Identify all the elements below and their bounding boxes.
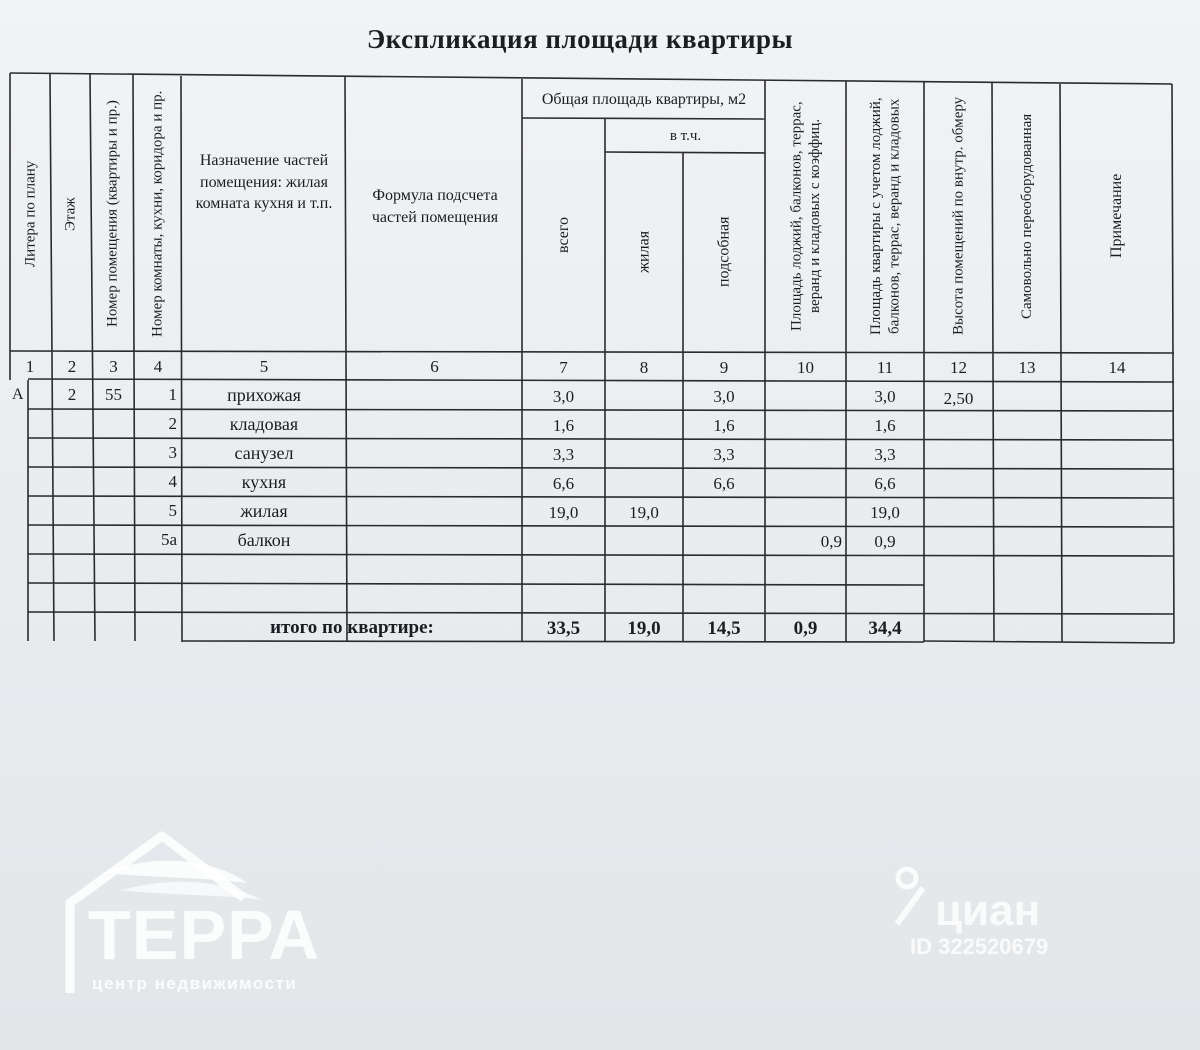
row-room-name: прихожая	[227, 384, 301, 405]
row-room-name: кухня	[241, 471, 287, 492]
row-room-name: балкон	[237, 529, 291, 550]
column-number: 13	[1018, 357, 1036, 377]
row-height	[924, 412, 993, 440]
column-number: 7	[559, 357, 568, 377]
row-balcony	[765, 412, 846, 440]
column-number: 6	[430, 356, 439, 376]
column-number: 14	[1108, 357, 1126, 377]
row-room-name: кладовая	[229, 413, 299, 434]
header-living: жилая	[635, 230, 653, 274]
column-number: 8	[639, 357, 649, 377]
header-room-purpose: Назначение частей помещения: жилая комната кухня и т.п.	[195, 152, 333, 213]
header-litera: Литера по плану	[22, 160, 39, 268]
row-room-number: 1	[168, 385, 177, 405]
header-formula: Формула подсчета частей помещения	[371, 187, 499, 226]
column-number: 2	[67, 356, 77, 376]
row-living	[605, 412, 683, 440]
row-living: 19,0	[629, 503, 659, 523]
column-number: 4	[153, 356, 163, 376]
row-height	[924, 441, 993, 469]
row-auxiliary	[683, 499, 765, 527]
column-number: 12	[950, 357, 967, 377]
row-height	[924, 499, 993, 527]
header-area-with-balconies: Площадь квартиры с учетом лоджий, балконов, террас, веранд и кладовых	[867, 97, 903, 335]
row-room-number: 4	[168, 472, 177, 492]
document-title: Экспликация площади квартиры	[366, 24, 794, 54]
row-auxiliary: 3,3	[713, 445, 735, 465]
cian-listing-id: ID 322520679	[910, 934, 1049, 959]
row-room-name: жилая	[240, 500, 288, 521]
totals-auxiliary: 14,5	[707, 618, 741, 640]
header-balcony-area: Площадь лоджий, балконов, террас, веранд и кладовых с коэффиц.	[788, 101, 823, 331]
row-total	[522, 528, 605, 556]
totals-living: 19,0	[627, 618, 661, 640]
row-living	[605, 470, 683, 498]
header-room-number: Номер комнаты, кухни, коридора и пр.	[149, 90, 166, 338]
row-auxiliary	[683, 528, 765, 556]
cian-pin-icon	[893, 866, 927, 928]
row-total: 3,3	[552, 445, 575, 465]
column-number: 5	[259, 356, 269, 376]
terra-logo-text: ТЕРРА	[88, 896, 321, 974]
row-room-name: санузел	[234, 442, 294, 463]
row-balcony	[765, 441, 846, 469]
row-living	[605, 528, 683, 556]
header-note: Примечание	[1108, 173, 1125, 259]
header-ceiling-height: Высота помещений по внутр. обмеру	[950, 96, 967, 336]
row-room-number: 5	[168, 501, 177, 521]
row-balcony	[765, 383, 846, 411]
column-number: 9	[719, 357, 729, 377]
totals-total: 33,5	[546, 618, 581, 640]
header-floor: Этаж	[62, 197, 79, 231]
row-living	[605, 383, 683, 411]
row-height: 2,50	[943, 389, 974, 409]
header-including: в т.ч.	[669, 127, 702, 144]
row-litera: А	[12, 385, 24, 403]
row-floor: 2	[67, 385, 77, 405]
cian-logo-text: циан	[935, 886, 1041, 935]
row-total-with-balcony: 19,0	[870, 503, 900, 523]
row-balcony	[765, 499, 846, 527]
header-apartment-number: Номер помещения (квартиры и пр.)	[104, 100, 121, 328]
row-height	[924, 528, 993, 556]
row-height	[924, 470, 993, 498]
totals-total-with-balcony: 34,4	[868, 618, 902, 640]
totals-balcony: 0,9	[793, 618, 818, 640]
column-number: 10	[797, 357, 814, 377]
header-auxiliary: подсобная	[715, 216, 733, 288]
row-room-number: 5а	[160, 530, 177, 550]
row-auxiliary: 1,6	[713, 416, 735, 436]
terra-logo-subtitle: центр недвижимости	[92, 974, 298, 993]
row-living	[605, 441, 683, 469]
row-room-number: 3	[168, 443, 177, 463]
row-total-with-balcony: 3,0	[874, 387, 896, 407]
column-number: 1	[25, 356, 35, 376]
header-self-modified: Самовольно переоборудованная	[1019, 113, 1036, 319]
row-total-with-balcony: 1,6	[874, 416, 896, 436]
column-number: 11	[876, 357, 894, 377]
row-auxiliary: 6,6	[713, 474, 735, 494]
row-total: 6,6	[552, 474, 575, 494]
header-total: всего	[555, 216, 572, 254]
row-balcony	[765, 470, 846, 498]
table-top-border	[10, 73, 1172, 84]
row-balcony: 0,9	[820, 532, 842, 552]
column-number: 3	[109, 356, 118, 376]
row-auxiliary: 3,0	[713, 387, 735, 407]
row-total-with-balcony: 3,3	[874, 445, 896, 465]
totals-label: итого по квартире:	[270, 617, 434, 639]
row-total: 3,0	[552, 387, 575, 407]
row-total: 19,0	[548, 503, 579, 523]
row-total-with-balcony: 0,9	[874, 532, 896, 552]
row-apartment: 55	[105, 385, 122, 405]
row-total: 1,6	[552, 416, 575, 436]
row-room-number: 2	[168, 414, 177, 434]
header-total-area-group: Общая площадь квартиры, м2	[541, 91, 747, 109]
row-total-with-balcony: 6,6	[874, 474, 896, 494]
